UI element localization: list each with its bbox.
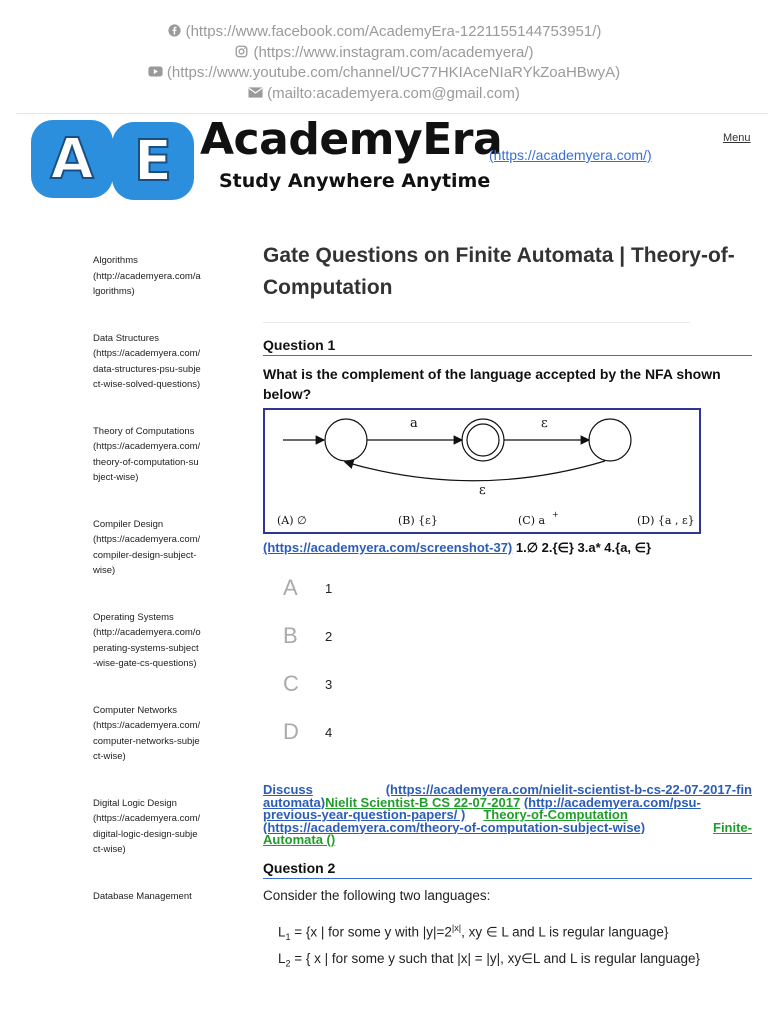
social-links <box>0 22 768 104</box>
sidebar-item-database-management[interactable] <box>93 889 201 905</box>
option-value: 1 <box>325 580 333 596</box>
l2-name: L <box>278 950 286 966</box>
discuss-url[interactable]: (https://academyera.com/nielit-scientist-b-cs-22-07-2017-fin <box>385 784 752 797</box>
menu-link[interactable]: Menu <box>723 132 751 144</box>
sidebar-item-url[interactable]: (http://academyera.com/operating-systems-subject-wise-gate-cs-questions) <box>93 627 201 669</box>
l2-sub: 2 <box>285 958 291 969</box>
page-title: Gate Questions on Finite Automata | Theory-of-Computation <box>263 244 735 299</box>
question-1-text: What is the complement of the language accepted by the NFA shown below? <box>263 366 721 402</box>
instagram-link[interactable] <box>0 43 768 64</box>
topic-tag-link[interactable]: Finite- <box>713 821 752 834</box>
inline-options: 1.∅ 2.{∈} 3.a* 4.{a, ∈} <box>512 540 652 555</box>
sidebar-item-data-structures[interactable] <box>93 331 201 393</box>
sidebar-item-theory-of-computations[interactable] <box>93 424 201 486</box>
diagram-option-d: (D) {a , ε} <box>637 514 695 527</box>
option-value: 2 <box>325 628 333 644</box>
transition-epsilon-back <box>345 461 605 481</box>
option-value: 3 <box>325 676 333 692</box>
sidebar-item-url[interactable]: (https://academyera.com/digital-logic-design-subject-wise) <box>93 813 201 855</box>
sidebar-item-url[interactable]: (https://academyera.com/theory-of-computation-subject-wise) <box>93 441 201 483</box>
instagram-url[interactable]: (https://www.instagram.com/academyera/) <box>253 43 534 61</box>
facebook-link[interactable] <box>0 22 768 43</box>
answer-option-a[interactable] <box>263 564 752 612</box>
email-url[interactable]: (mailto:academyera.com@gmail.com) <box>267 84 520 102</box>
diagram-option-c-sup: + <box>552 510 559 519</box>
l1-text-a: = {x | for some y with |y|=2 <box>290 924 452 939</box>
logo-letter-a: A <box>50 126 94 192</box>
logo-tile-a[interactable] <box>31 120 113 198</box>
question-1-heading: Question 1 <box>263 337 752 356</box>
l1-sup: |x| <box>451 922 462 933</box>
option-letter: B <box>283 623 298 648</box>
topic-tag-link-end[interactable]: Automata () <box>263 834 336 847</box>
answer-option-c[interactable] <box>263 660 752 708</box>
youtube-url[interactable]: (https://www.youtube.com/channel/UC77HKIAceNIaRYkZoaHBwyA) <box>166 64 621 81</box>
brand-tagline: Study Anywhere Anytime <box>219 170 491 192</box>
brand-name[interactable]: AcademyEra <box>200 114 503 165</box>
sidebar-item-url[interactable]: (http://academyera.com/algorithms) <box>93 270 201 297</box>
sidebar-item-compiler-design[interactable] <box>93 517 201 579</box>
facebook-icon <box>167 24 182 37</box>
state-q1-accepting <box>462 419 504 461</box>
exam-tag-url[interactable]: (http://academyera.com/psu- <box>523 796 701 809</box>
l1-name: L <box>278 924 286 939</box>
label-epsilon-1: ε <box>541 416 548 431</box>
sidebar-item-url[interactable]: (https://academyera.com/data-structures-psu-subject-wise-solved-questions) <box>93 348 201 390</box>
email-link[interactable] <box>0 84 768 105</box>
option-letter: D <box>283 719 299 744</box>
state-q2 <box>589 419 631 461</box>
l2-text: = { x | for some y such that |x| = |y|, xy∈L and L is regular language} <box>290 950 701 966</box>
answer-option-d[interactable] <box>263 708 752 756</box>
label-epsilon-2: ε <box>479 483 486 498</box>
option-letter: A <box>283 575 298 600</box>
sidebar-item-algorithms[interactable] <box>93 253 201 300</box>
facebook-url[interactable]: (https://www.facebook.com/AcademyEra-1221155144753951/) <box>185 23 602 40</box>
sidebar-item-digital-logic-design[interactable] <box>93 796 201 858</box>
option-letter: C <box>283 671 299 696</box>
diagram-option-b: (B) {ε} <box>398 514 438 527</box>
diagram-option-c: (C) a <box>518 514 546 527</box>
label-a: a <box>410 416 418 431</box>
question-2-heading: Question 2 <box>263 860 752 879</box>
sidebar-item-label: Data Structures <box>93 332 159 344</box>
subject-tag-link[interactable]: Theory-of-Computation <box>483 809 628 822</box>
l1-sub: 1 <box>285 931 291 942</box>
question-1-source <box>263 540 752 556</box>
discuss-link[interactable]: Discuss <box>263 784 313 797</box>
main-content <box>263 240 752 974</box>
question-1-links <box>263 784 752 847</box>
exam-tag-link[interactable]: Nielit Scientist-B CS 22-07-2017 <box>325 796 521 809</box>
title-divider <box>263 322 690 323</box>
language-l2 <box>278 948 752 975</box>
subject-tag-url[interactable]: (https://academyera.com/theory-of-computation-subject-wise) <box>263 821 646 834</box>
sidebar-item-label: Database Management <box>93 890 192 902</box>
youtube-icon <box>148 65 163 78</box>
logo-letter-e: E <box>133 128 173 194</box>
option-value: 4 <box>325 724 333 740</box>
language-definitions <box>263 917 752 975</box>
prev-papers-url[interactable]: previous-year-question-papers/ ) <box>263 809 466 822</box>
answer-option-b[interactable] <box>263 612 752 660</box>
sidebar-item-operating-systems[interactable] <box>93 610 201 672</box>
sidebar-item-url[interactable]: (https://academyera.com/computer-networks-subject-wise) <box>93 720 201 762</box>
l1-text-b: , xy ∈ L and L is regular language} <box>461 924 669 939</box>
sidebar-item-label: Operating Systems <box>93 611 174 623</box>
sidebar <box>93 253 201 935</box>
youtube-link[interactable] <box>0 63 768 84</box>
answer-options <box>263 564 752 756</box>
question-2-text: Consider the following two languages: <box>263 887 491 903</box>
nfa-diagram[interactable] <box>263 408 701 534</box>
sidebar-item-computer-networks[interactable] <box>93 703 201 765</box>
sidebar-item-label: Compiler Design <box>93 518 164 530</box>
language-l1 <box>278 917 752 948</box>
sidebar-item-label: Digital Logic Design <box>93 797 177 809</box>
screenshot-link[interactable]: (https://academyera.com/screenshot-37) <box>263 540 513 555</box>
logo-tile-e[interactable] <box>112 122 194 200</box>
sidebar-item-url[interactable]: (https://academyera.com/compiler-design-subject-wise) <box>93 534 201 576</box>
home-link[interactable]: (https://academyera.com/) <box>489 147 652 163</box>
state-q1-inner <box>467 424 499 456</box>
instagram-icon <box>234 45 249 58</box>
envelope-icon <box>248 86 263 99</box>
sidebar-item-label: Algorithms <box>93 255 138 266</box>
diagram-option-a: (A) ∅ <box>277 514 307 527</box>
nfa-diagram-svg <box>265 410 699 532</box>
automata-url-end[interactable]: automata) <box>263 796 326 809</box>
sidebar-item-label: Computer Networks <box>93 704 177 716</box>
sidebar-item-label: Theory of Computations <box>93 425 195 437</box>
state-q0 <box>325 419 367 461</box>
